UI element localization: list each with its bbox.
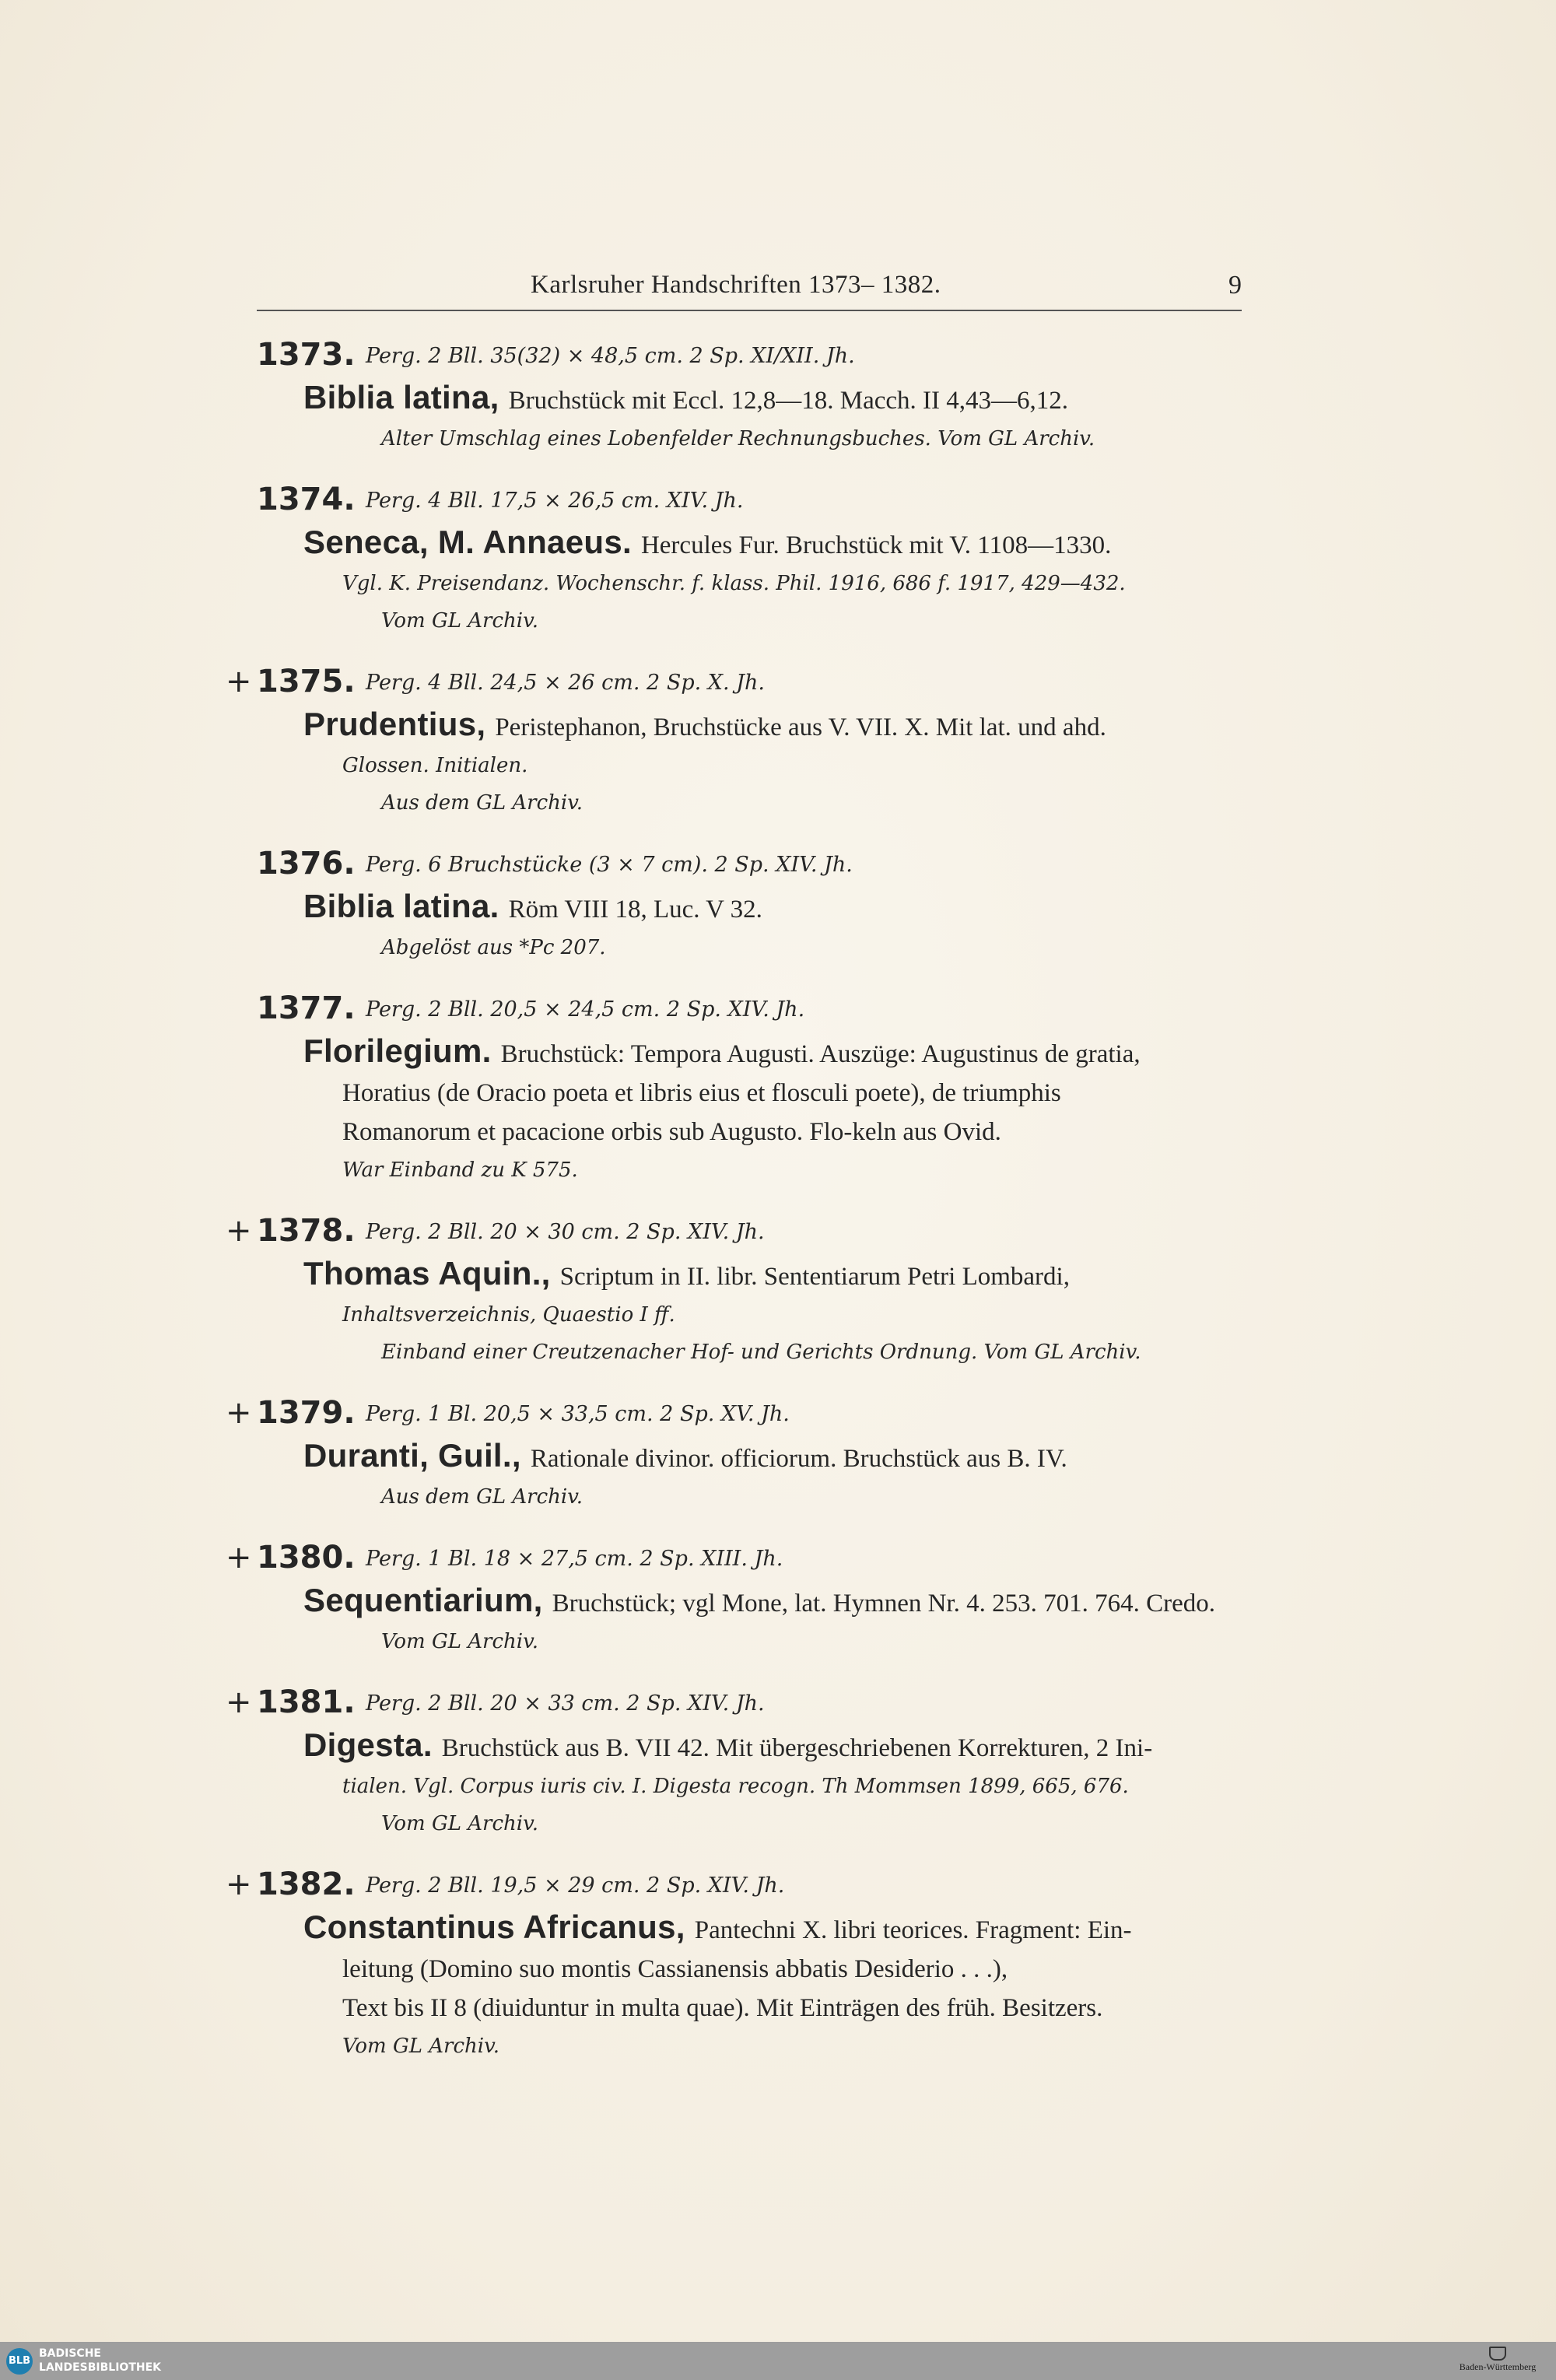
shelf-number: 1377. [257,990,356,1026]
shelf-number: 1373. [257,337,356,373]
shelf-number: 1380. [257,1540,356,1576]
shelf-number: 1374. [257,482,356,517]
baden-wuerttemberg-mark [1447,2347,1548,2373]
work-title: Digesta. [303,1726,433,1763]
entry-body [303,1436,1253,1478]
provenance-note: tialen. Vgl. Corpus iuris civ. I. Digesta recogn. Th Mommsen 1899, 665, 676. [342,1775,1129,1798]
catalog-entry [226,1211,1253,1371]
library-name-line1: BADISCHE [39,2347,101,2360]
catalog-entry [226,1864,1253,2065]
entry-head [226,1211,1253,1254]
provenance-note: Alter Umschlag eines Lobenfelder Rechnungsbuches. Vom GL Archiv. [381,427,1095,450]
catalog-entries [0,335,1556,2087]
provenance-note: Vom GL Archiv. [381,1630,538,1653]
entry-head [226,988,1253,1032]
page-number: 9 [1228,271,1242,300]
work-title: Thomas Aquin., [303,1255,551,1292]
work-details: Scriptum in II. libr. Sententiarum Petri Lombardi, [559,1263,1070,1291]
work-title: Biblia latina. [303,888,499,924]
work-title: Prudentius, [303,706,486,742]
entry-head [226,843,1253,887]
shelf-number: 1381. [257,1684,356,1720]
work-title: Florilegium. [303,1032,492,1069]
lost-marker: + [226,1213,252,1249]
catalog-entry [226,1393,1253,1516]
entry-body [303,1908,1253,1950]
provenance-note: War Einband zu K 575. [342,1158,578,1182]
physical-description: Perg. 1 Bl. 18 × 27,5 cm. 2 Sp. XIII. Jh. [366,1547,783,1571]
entry-head [226,1864,1253,1908]
work-details: Hercules Fur. Bruchstück mit V. 1108—1330. [640,531,1112,559]
work-details: Bruchstück mit Eccl. 12,8—18. Macch. II 4,43—6,12. [508,387,1069,415]
work-details: Pantechni X. libri teorices. Fragment: Ein- [694,1916,1132,1944]
entry-head [226,1393,1253,1436]
work-title: Biblia latina, [303,379,499,415]
shelf-number: 1378. [257,1213,356,1249]
work-details: Rationale divinor. officiorum. Bruchstück aus B. IV. [530,1445,1067,1473]
provenance-note: Aus dem GL Archiv. [381,1485,584,1509]
physical-description: Perg. 2 Bll. 19,5 × 29 cm. 2 Sp. XIV. Jh. [366,1874,785,1898]
entry-body [303,523,1253,565]
catalog-entry [226,1682,1253,1842]
physical-description: Perg. 2 Bll. 20 × 30 cm. 2 Sp. XIV. Jh. [366,1220,765,1244]
continuation-line: Text bis II 8 (diuiduntur in multa quae). Mit Einträgen des früh. Besitzers. [342,1994,1103,2022]
physical-description: Perg. 2 Bll. 35(32) × 48,5 cm. 2 Sp. XI/XII. Jh. [366,344,855,368]
shelf-number: 1379. [257,1395,356,1431]
provenance-note: Vom GL Archiv. [342,2035,499,2058]
work-details: Bruchstück; vgl Mone, lat. Hymnen Nr. 4. 253. 701. 764. Credo. [552,1590,1216,1618]
catalog-entry [226,479,1253,640]
work-title: Duranti, Guil., [303,1437,521,1474]
entry-head [226,661,1253,705]
running-title: Karlsruher Handschriften 1373– 1382. [531,271,941,299]
work-details: Bruchstück aus B. VII 42. Mit übergeschriebenen Korrekturen, 2 Ini- [441,1734,1153,1762]
entry-body [303,1581,1253,1623]
entry-body [303,705,1253,747]
lost-marker: + [226,1684,252,1720]
entry-body [303,1254,1253,1296]
entry-head [226,1537,1253,1581]
catalog-entry [226,335,1253,457]
physical-description: Perg. 6 Bruchstücke (3 × 7 cm). 2 Sp. XIV. Jh. [366,853,853,877]
library-footer-bar [0,2342,1556,2380]
work-title: Sequentiarium, [303,1582,543,1618]
shelf-number: 1382. [257,1866,356,1902]
provenance-note: Vgl. K. Preisendanz. Wochenschr. f. klass. Phil. 1916, 686 f. 1917, 429—432. [342,572,1126,595]
blb-logo-icon: BLB [6,2348,33,2375]
catalog-entry [226,988,1253,1189]
coat-of-arms-icon [1489,2347,1506,2361]
continuation-line: Horatius (de Oracio poeta et libris eius et flosculi poete), de triumphis [342,1079,1061,1107]
shelf-number: 1376. [257,846,356,882]
provenance-note: Vom GL Archiv. [381,609,538,633]
entry-body [303,1032,1253,1074]
continuation-line: leitung (Domino suo montis Cassianensis abbatis Desiderio . . .), [342,1955,1008,1983]
provenance-note: Aus dem GL Archiv. [381,791,584,815]
work-title: Constantinus Africanus, [303,1909,685,1945]
continuation-line: Romanorum et pacacione orbis sub Augusto. Flo-keln aus Ovid. [342,1118,1001,1146]
lost-marker: + [226,1395,252,1431]
physical-description: Perg. 2 Bll. 20,5 × 24,5 cm. 2 Sp. XIV. Jh. [366,997,805,1022]
library-name-line2: LANDESBIBLIOTHEK [39,2361,162,2374]
provenance-note: Vom GL Archiv. [381,1812,538,1835]
catalog-entry [226,1537,1253,1660]
physical-description: Perg. 2 Bll. 20 × 33 cm. 2 Sp. XIV. Jh. [366,1691,765,1716]
entry-body [303,378,1253,420]
entry-head [226,1682,1253,1726]
page-header [257,266,1242,311]
lost-marker: + [226,664,252,699]
work-details: Röm VIII 18, Luc. V 32. [508,896,762,924]
work-details: Bruchstück: Tempora Augusti. Auszüge: Augustinus de gratia, [500,1040,1141,1068]
work-details: Peristephanon, Bruchstücke aus V. VII. X. Mit lat. und ahd. [495,713,1106,741]
provenance-note: Inhaltsverzeichnis, Quaestio I ff. [342,1303,675,1327]
physical-description: Perg. 1 Bl. 20,5 × 33,5 cm. 2 Sp. XV. Jh. [366,1402,790,1426]
lost-marker: + [226,1540,252,1576]
shelf-number: 1375. [257,664,356,699]
catalog-entry [226,843,1253,966]
entry-body [303,887,1253,929]
lost-marker: + [226,1866,252,1902]
work-title: Seneca, M. Annaeus. [303,524,632,560]
partner-label: Baden-Württemberg [1459,2361,1537,2372]
entry-head [226,479,1253,523]
physical-description: Perg. 4 Bll. 24,5 × 26 cm. 2 Sp. X. Jh. [366,671,765,695]
provenance-note: Glossen. Initialen. [342,754,528,777]
provenance-note: Einband einer Creutzenacher Hof- und Gerichts Ordnung. Vom GL Archiv. [381,1341,1141,1364]
provenance-note: Abgelöst aus *Pc 207. [381,936,606,959]
library-name [39,2347,161,2375]
catalog-entry [226,661,1253,822]
entry-head [226,335,1253,378]
entry-body [303,1726,1253,1768]
physical-description: Perg. 4 Bll. 17,5 × 26,5 cm. XIV. Jh. [366,489,744,513]
